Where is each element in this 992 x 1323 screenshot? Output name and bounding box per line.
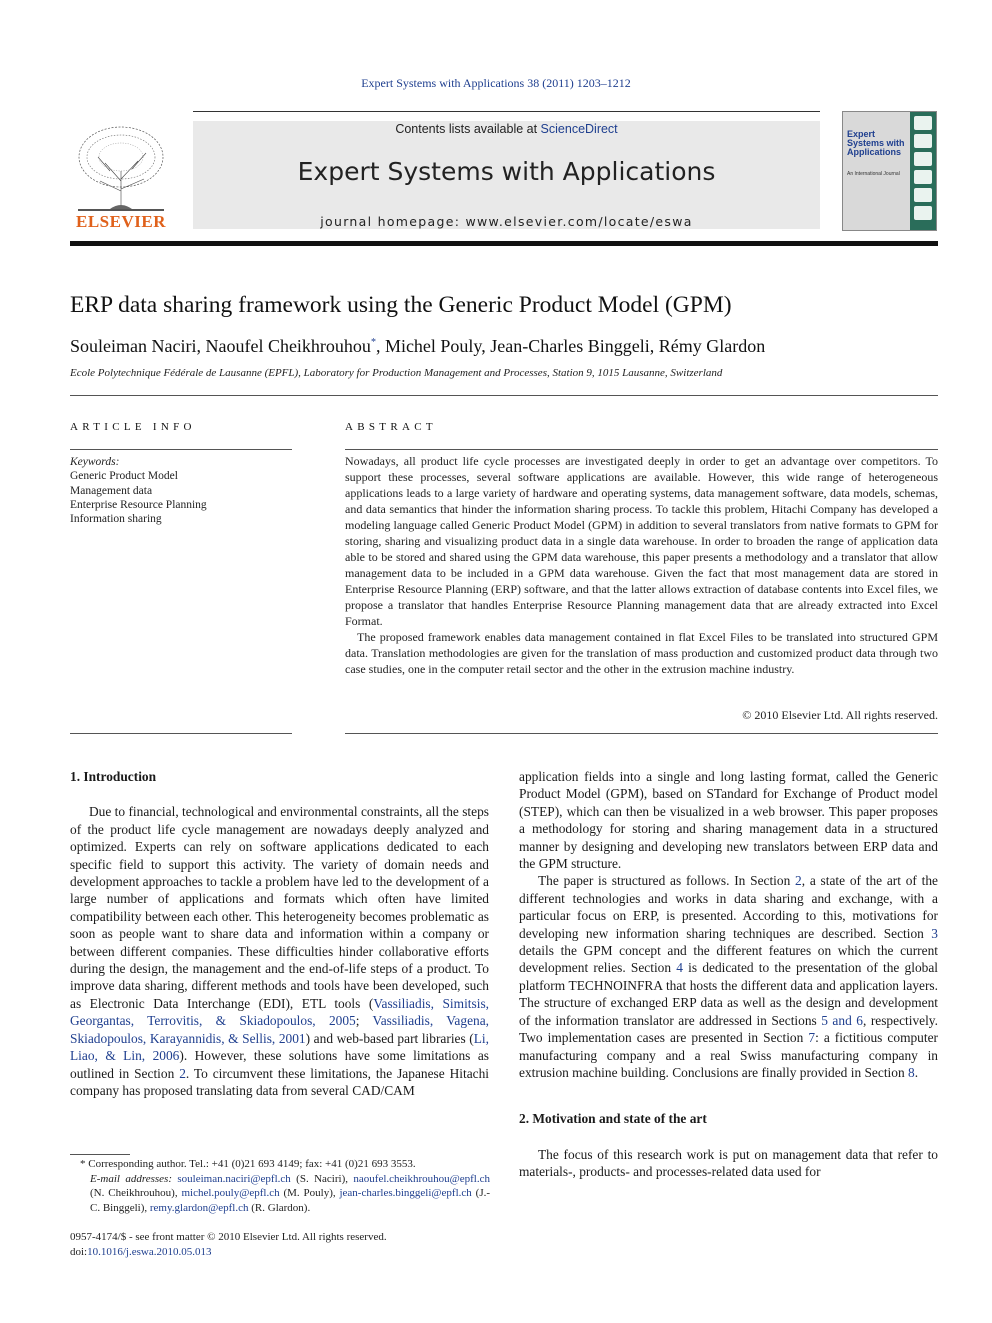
article-info-bottom-rule	[70, 733, 292, 734]
email-link[interactable]: remy.glardon@epfl.ch	[149, 1201, 249, 1214]
intro-paragraph-2: application fields into a single and long lasting format, called the Generic Product Model (GPM), based on STandard for Exchange of Product model (STEP), which can then be visualized in a web browser. This paper proposes a methodology for storing and sharing management data in a structured manner by designing and developing new translators between ERP data and the GPM structure.	[519, 769, 938, 872]
citation-link[interactable]: Vassiliadis, Vagena, Skiadopoulos, Karayannidis, & Sellis, 2001	[70, 1013, 489, 1046]
email-link[interactable]: michel.pouly@epfl.ch	[181, 1187, 280, 1199]
abstract-paragraph-1: Nowadays, all product life cycle processes are investigated deeply in order to get an advantage over competitors. To support these processes, several software applications are available. However, this wide range of heterogeneous applications leads to a large variety of hardware and operating systems, data management software, data models, schemas, and data semantics that hinder the information sharing process. To tackle this problem, Hitachi Company has developed a modeling language called Generic Product Model (GPM) in addition to several translators from native formats to GPM for storing, sharing and visualizing product data in a single data warehouse. In order to broaden the range of application data able to be stored and shared using the GPM data warehouse, this paper presents a methodology and a translator that allow management data to be included in a GPM data warehouse. Given the fact that most management data are stored in Enterprise Resource Planning (ERP) software, and that the latter allows extraction of database contents into Excel files, we propose a translator that handles Enterprise Resource Planning management data that are already extracted into Excel Format.	[345, 454, 938, 628]
email-link[interactable]: jean-charles.binggeli@epfl.ch	[339, 1187, 472, 1199]
text-run: ;	[355, 1013, 373, 1029]
text-run: (N. Cheikhrouhou),	[90, 1187, 182, 1199]
doi-link[interactable]: 10.1016/j.eswa.2010.05.013	[87, 1245, 212, 1258]
section-link[interactable]: 7	[808, 1030, 816, 1046]
citation-link[interactable]: Li, Liao, & Lin, 2006	[70, 1030, 489, 1064]
footnote-rule	[70, 1154, 130, 1155]
corresponding-author-text: Corresponding author. Tel.: +41 (0)21 693 4149; fax: +41 (0)21 693 3553.	[88, 1158, 416, 1170]
header-thick-rule	[70, 241, 938, 246]
text-run: .	[914, 1064, 919, 1080]
intro-paragraph-1	[70, 803, 489, 1099]
text-run: , a state of the art of the different technologies and works in data sharing and exchange, with a particular focus on ERP, is presented. According to this, motivations for developing new information sharing techniques are described. Section	[519, 873, 938, 941]
text-run: is dedicated to the presentation of the global platform TECHNOINFRA that hosts the different data and application layers. The structure of exchanged ERP data as well as the design and development of the information translator are addressed in Sections	[519, 960, 939, 1028]
issn-doi-block	[70, 1230, 490, 1259]
elsevier-wordmark: ELSEVIER	[76, 212, 166, 231]
journal-cover-thumbnail	[842, 111, 937, 231]
corresponding-author-mark[interactable]: *	[370, 337, 376, 348]
text-run: (J.-C. Binggeli),	[90, 1187, 491, 1214]
front-matter-rule	[70, 395, 938, 396]
body-left-column	[70, 768, 489, 1099]
cover-icons	[910, 112, 936, 230]
article-info-rule	[70, 449, 292, 450]
section-link[interactable]: 3	[931, 925, 938, 941]
contents-line	[193, 122, 820, 136]
email-link[interactable]: souleiman.naciri@epfl.ch	[177, 1172, 291, 1185]
footnote-mark: *	[80, 1158, 86, 1170]
text-run: ) and web-based part libraries (	[305, 1030, 474, 1046]
text-run: details the GPM concept and the different features on which the current development relies. Section	[519, 943, 938, 976]
keywords-block	[70, 455, 292, 526]
email-label: E-mail addresses:	[90, 1172, 172, 1185]
text-run: (S. Naciri),	[290, 1172, 354, 1185]
sciencedirect-link[interactable]: ScienceDirect	[540, 122, 618, 136]
journal-citation[interactable]: Expert Systems with Applications 38 (2011) 1203–1212	[361, 76, 631, 90]
section-heading-introduction: 1. Introduction	[70, 769, 157, 784]
keyword-item: Management data	[70, 484, 153, 497]
article-title: ERP data sharing framework using the Generic Product Model (GPM)	[70, 292, 732, 318]
abstract-bottom-rule	[345, 733, 938, 734]
text-run: . To circumvent these limitations, the Japanese Hitachi company has proposed translating data from several CAD/CAM	[70, 1065, 489, 1098]
text-run: , respectively. Two implementation cases are presented in Section	[519, 1012, 938, 1046]
contents-prefix: Contents lists available at	[395, 122, 541, 136]
affiliation: Ecole Polytechnique Fédérale de Lausanne (EPFL), Laboratory for Production Management and Processes, Station 9, 1015 Lausanne, Switzerland	[70, 367, 723, 379]
section-link[interactable]: 2	[795, 873, 802, 889]
section-heading-motivation: 2. Motivation and state of the art	[519, 1111, 707, 1127]
section-link[interactable]: 8	[908, 1064, 915, 1080]
abstract-rule	[345, 449, 938, 450]
section-link[interactable]: 4	[676, 960, 683, 976]
doi-line	[70, 1245, 490, 1260]
journal-title: Expert Systems with Applications	[297, 157, 716, 186]
keywords-label: Keywords:	[70, 456, 120, 468]
cover-title: Expert Systems with Applications	[847, 129, 905, 157]
footnote	[70, 1157, 490, 1215]
keyword-item: Information sharing	[70, 513, 162, 526]
abstract-heading: ABSTRACT	[345, 421, 437, 433]
journal-homepage[interactable]: journal homepage: www.elsevier.com/locate/eswa	[320, 214, 693, 229]
text-run: The paper is structured as follows. In Section	[538, 873, 796, 889]
cover-icon-strip	[910, 112, 936, 230]
citation-link[interactable]: Vassiliadis, Simitsis, Georgantas, Terrovitis, & Skiadopoulos, 2005	[70, 995, 489, 1029]
copyright-notice: © 2010 Elsevier Ltd. All rights reserved.	[742, 708, 938, 722]
text-run: (R. Glardon).	[248, 1201, 311, 1214]
doi-prefix: doi:	[70, 1245, 88, 1258]
text-run: (M. Pouly),	[279, 1187, 340, 1199]
issn-line: 0957-4174/$ - see front matter © 2010 Elsevier Ltd. All rights reserved.	[70, 1231, 387, 1243]
abstract-text	[345, 453, 938, 677]
intro-paragraph-3	[519, 872, 938, 1081]
motivation-paragraph-1: The focus of this research work is put on management data that refer to materials-, products- and processes-related data used for	[519, 1146, 938, 1180]
keyword-item: Generic Product Model	[70, 470, 178, 483]
email-link[interactable]: naoufel.cheikhrouhou@epfl.ch	[353, 1172, 490, 1185]
footnote-emails	[70, 1172, 490, 1216]
abstract-paragraph-2: The proposed framework enables data management contained in flat Excel Files to be translated into structured GPM data. Translation methodologies are given for the translation of mass production and customized product data through two case studies, one in the computer retail sector and the other in the extrusion machine industry.	[345, 630, 938, 676]
section-link[interactable]: 2	[179, 1065, 186, 1081]
text-run: : a fictitious computer manufacturing company and a real Swiss manufacturing company in extrusion machine building. Conclusions are finally provided in Section	[519, 1030, 938, 1080]
header-rule	[193, 111, 820, 112]
authors-rest: , Michel Pouly, Jean-Charles Binggeli, Rémy Glardon	[375, 336, 766, 356]
author-list	[70, 336, 765, 357]
text-run: ). However, these solutions have some limitations as outlined in Section	[70, 1048, 489, 1081]
keyword-item: Enterprise Resource Planning	[70, 498, 207, 511]
article-info-heading: ARTICLE INFO	[70, 421, 196, 433]
authors-first: Souleiman Naciri, Naoufel Cheikhrouhou	[70, 336, 371, 356]
body-right-column	[519, 768, 938, 1181]
cover-subtitle: An International Journal	[847, 171, 900, 177]
section-link[interactable]: 5 and 6	[821, 1012, 863, 1028]
text-run: Due to financial, technological and environmental constraints, all the steps of the product life cycle management are nowadays deeply analyzed and optimized. Experts can rely on software applications dedicated to each specific field to support this activity. The variety of domain needs and development approaches to tackle a problem have led to the development of a large number of applications and formats which often have limited compatibility between each other. This heterogeneity becomes problematic as soon as people want to share data and information within a company or between different companies. These difficulties hinder collaborative efforts during the design, the management and the end-of-life steps of a product. To improve data sharing, different methods and tools have been developed, such as Electronic Data Interchange (EDI), ETL tools (	[70, 804, 489, 1011]
footnote-corresponding	[70, 1157, 490, 1172]
